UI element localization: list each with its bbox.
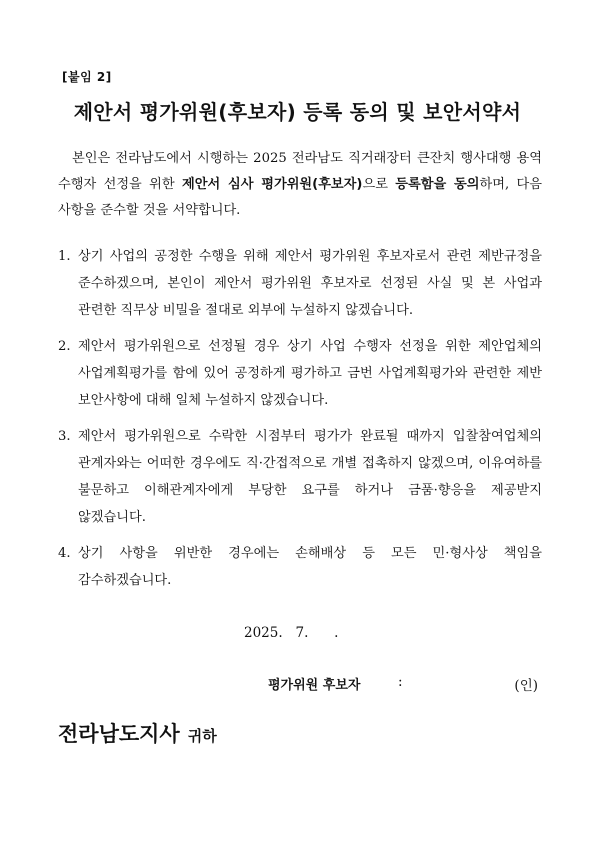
attachment-tag: [붙임 2] xyxy=(62,70,112,84)
pledge-item xyxy=(58,333,542,414)
signature-colon: : xyxy=(398,674,403,690)
intro-bold-role: 제안서 심사 평가위원(후보자) xyxy=(182,177,363,192)
date-line: 2025. 7. . xyxy=(244,625,339,641)
addressee xyxy=(58,718,217,748)
pledge-item-number: 3. xyxy=(58,429,71,444)
intro-text-2: 으로 xyxy=(362,177,396,192)
signature-line xyxy=(268,674,540,693)
pledge-item-text: 상기 사업의 공정한 수행을 위해 제안서 평가위원 후보자로서 관련 제반규정을 준수하겠으며, 본인이 제안서 평가위원 후보자로 선정된 사실 및 본 사업과 관련한 직무상 비밀을 절대로 외부에 누설하지 않겠습니다. xyxy=(78,249,542,318)
signature-label: 평가위원 후보자 xyxy=(268,678,361,693)
intro-text-3: 하며, 다음 사항을 준수할 것을 서약합니다. xyxy=(58,177,543,218)
addressee-name: 전라남도지사 xyxy=(58,722,180,746)
pledge-item-number: 2. xyxy=(58,339,71,354)
pledge-item-text: 제안서 평가위원으로 선정될 경우 상기 사업 수행자 선정을 위한 제안업체의 사업계획평가를 함에 있어 공정하게 평가하고 금번 사업계획평가와 관련한 제반 보안사항에 대해 일체 누설하지 않겠습니다. xyxy=(78,339,542,408)
intro-paragraph xyxy=(58,146,542,224)
pledge-item-number: 1. xyxy=(58,249,71,264)
pledge-item-number: 4. xyxy=(58,546,71,561)
intro-bold-consent: 등록함을 동의 xyxy=(395,177,480,192)
pledge-item xyxy=(58,423,542,531)
addressee-suffix: 귀하 xyxy=(187,727,217,745)
pledge-list xyxy=(58,243,542,603)
pledge-item-text: 제안서 평가위원으로 수락한 시점부터 평가가 완료될 때까지 입찰참여업체의 관계자와는 어떠한 경우에도 직·간접적으로 개별 접촉하지 않겠으며, 이유여하를 불문하고 이해관계자에게 부당한 요구를 하거나 금품·향응을 제공받지 않겠습니다. xyxy=(78,429,542,525)
pledge-item xyxy=(58,540,542,594)
document-title: 제안서 평가위원(후보자) 등록 동의 및 보안서약서 xyxy=(73,100,522,124)
seal-mark: (인) xyxy=(514,678,538,694)
pledge-item xyxy=(58,243,542,324)
intro-text-1: 본인은 전라남도에서 시행하는 2025 전라남도 직거래장터 큰잔치 행사대행 용역 수행자 선정을 위한 xyxy=(58,151,542,192)
pledge-item-text: 상기 사항을 위반한 경우에는 손해배상 등 모든 민·형사상 책임을 감수하겠습니다. xyxy=(78,546,542,588)
